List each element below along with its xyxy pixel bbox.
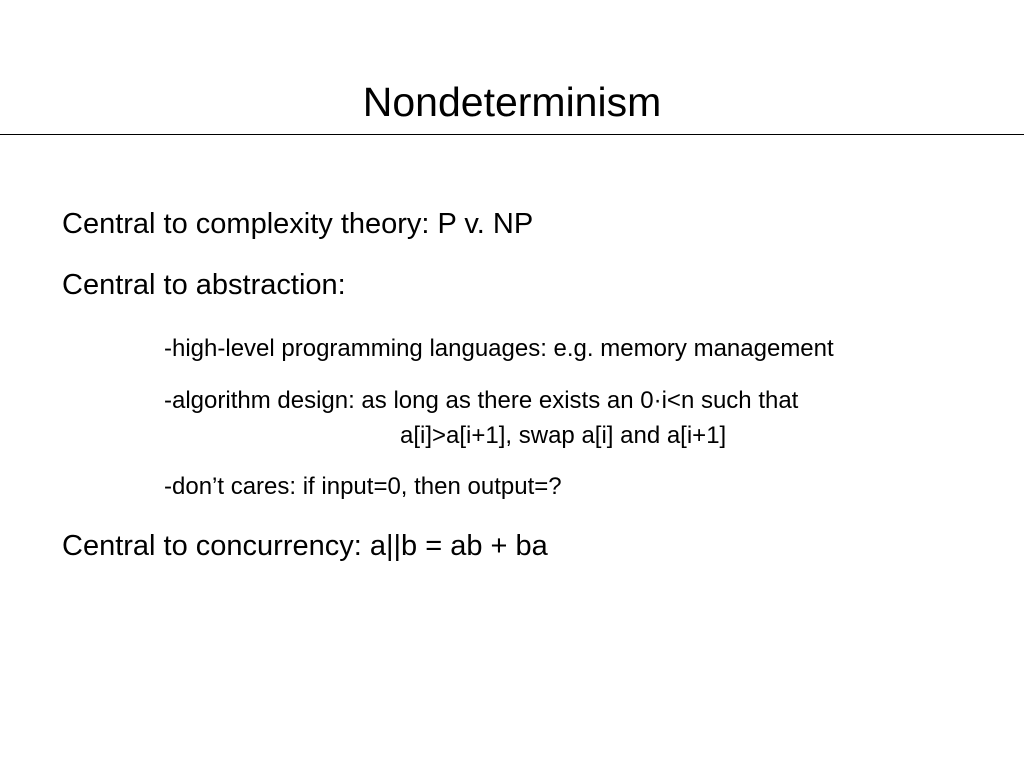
- subbullet-algorithm-design-continuation: a[i]>a[i+1], swap a[i] and a[i+1]: [400, 422, 727, 449]
- subbullet-algorithm-design: -algorithm design: as long as there exists an 0·i<n such that: [164, 387, 799, 414]
- bullet-abstraction: Central to abstraction:: [62, 269, 346, 301]
- subbullet-dont-cares: -don’t cares: if input=0, then output=?: [164, 473, 562, 500]
- slide-title: Nondeterminism: [362, 79, 662, 125]
- bullet-concurrency: Central to concurrency: a||b = ab + ba: [62, 530, 548, 562]
- bullet-complexity-theory: Central to complexity theory: P v. NP: [62, 208, 534, 240]
- subbullet-programming-languages: -high-level programming languages: e.g. memory management: [164, 335, 834, 362]
- title-divider: [0, 134, 1024, 135]
